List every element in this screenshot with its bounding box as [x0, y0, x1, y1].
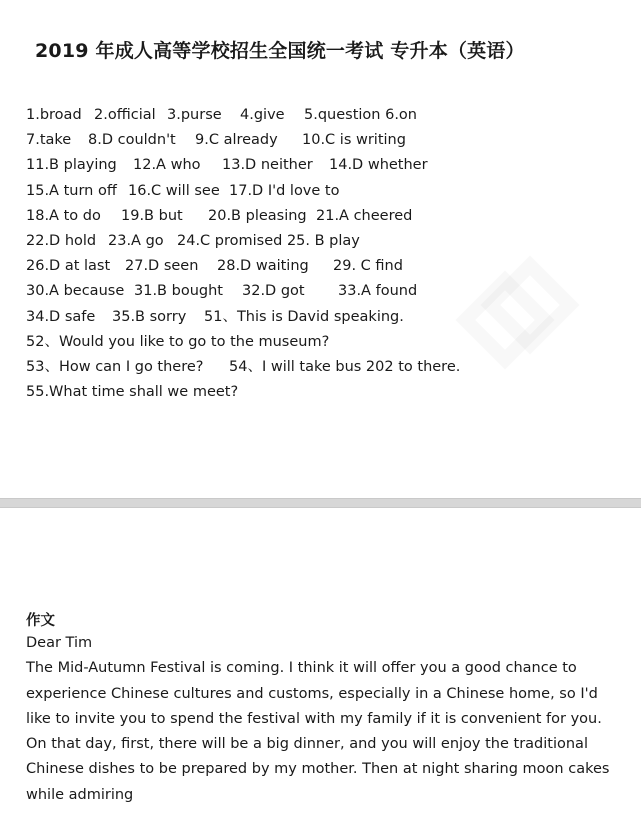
- answer-line: [26, 205, 626, 230]
- essay-line: On that day, first, there will be a big dinner, and you will enjoy the traditional: [26, 736, 588, 753]
- answer-line: [26, 104, 626, 129]
- answer-item: 19.B but: [121, 207, 183, 224]
- essay-body: [26, 632, 626, 809]
- document-title: 2019 年成人高等学校招生全国统一考试 专升本（英语）: [35, 40, 525, 62]
- answer-item: 14.D whether: [329, 157, 428, 174]
- answer-line: [26, 154, 626, 179]
- answer-item: 22.D hold: [26, 232, 97, 249]
- answer-item: 23.A go: [108, 232, 164, 249]
- answer-item: 9.C already: [195, 132, 278, 149]
- answer-line: [26, 381, 626, 406]
- answer-line: [26, 356, 626, 381]
- answer-item: 8.D couldn't: [88, 132, 176, 149]
- answer-item: 18.A to do: [26, 207, 101, 224]
- answer-item: 26.D at last: [26, 258, 111, 275]
- essay-section: [26, 610, 626, 809]
- answer-key: [26, 104, 626, 406]
- essay-line: while admiring: [26, 786, 134, 803]
- answer-item: 32.D got: [242, 283, 305, 300]
- page-separator: [0, 498, 641, 508]
- answer-item: 35.B sorry: [112, 308, 187, 325]
- answer-item: 12.A who: [133, 157, 201, 174]
- answer-item: 7.take: [26, 132, 72, 149]
- essay-line: experience Chinese cultures and customs, especially in a Chinese home, so I'd: [26, 685, 598, 702]
- answer-item: 15.A turn off: [26, 182, 117, 199]
- answer-line: [26, 230, 626, 255]
- answer-item: 27.D seen: [125, 258, 199, 275]
- answer-item: 13.D neither: [222, 157, 313, 174]
- answer-item: 21.A cheered: [316, 207, 413, 224]
- answer-item: 54、I will take bus 202 to there.: [229, 358, 461, 375]
- answer-item: 3.purse: [167, 107, 222, 123]
- answer-item: 31.B bought: [134, 283, 223, 300]
- answer-item: 34.D safe: [26, 308, 96, 325]
- answer-line: [26, 129, 626, 154]
- answer-item: 2.official: [94, 107, 156, 123]
- essay-line: like to invite you to spend the festival with my family if it is convenient for you.: [26, 710, 602, 727]
- answer-item: 4.give: [240, 107, 285, 123]
- answer-line: [26, 255, 626, 280]
- answer-item: 51、This is David speaking.: [204, 308, 404, 325]
- answer-line: [26, 331, 626, 356]
- essay-line: Chinese dishes to be prepared by my mother. Then at night sharing moon cakes: [26, 761, 610, 778]
- answer-item: 33.A found: [338, 283, 418, 300]
- answer-item: 28.D waiting: [217, 258, 309, 275]
- answer-item: 55.What time shall we meet?: [26, 384, 239, 401]
- answer-item: 1.broad: [26, 107, 82, 123]
- answer-item: 53、How can I go there?: [26, 358, 204, 375]
- answer-item: 29. C find: [333, 258, 403, 275]
- answer-item: 11.B playing: [26, 157, 117, 174]
- document-page-2: [0, 508, 641, 814]
- answer-item: 5.question 6.on: [304, 107, 417, 123]
- answer-item: 10.C is writing: [302, 132, 406, 149]
- essay-line: Dear Tim: [26, 635, 93, 651]
- answer-item: 52、Would you like to go to the museum?: [26, 333, 330, 350]
- answer-line: [26, 280, 626, 305]
- answer-item: 20.B pleasing: [208, 207, 307, 224]
- answer-item: 17.D I'd love to: [229, 182, 340, 199]
- essay-line: The Mid-Autumn Festival is coming. I think it will offer you a good chance to: [26, 660, 577, 677]
- answer-item: 24.C promised 25. B play: [177, 232, 360, 249]
- answer-item: 30.A because: [26, 283, 125, 300]
- answer-line: [26, 180, 626, 205]
- essay-heading: 作文: [26, 613, 55, 629]
- answer-line: [26, 306, 626, 331]
- answer-item: 16.C will see: [128, 182, 220, 199]
